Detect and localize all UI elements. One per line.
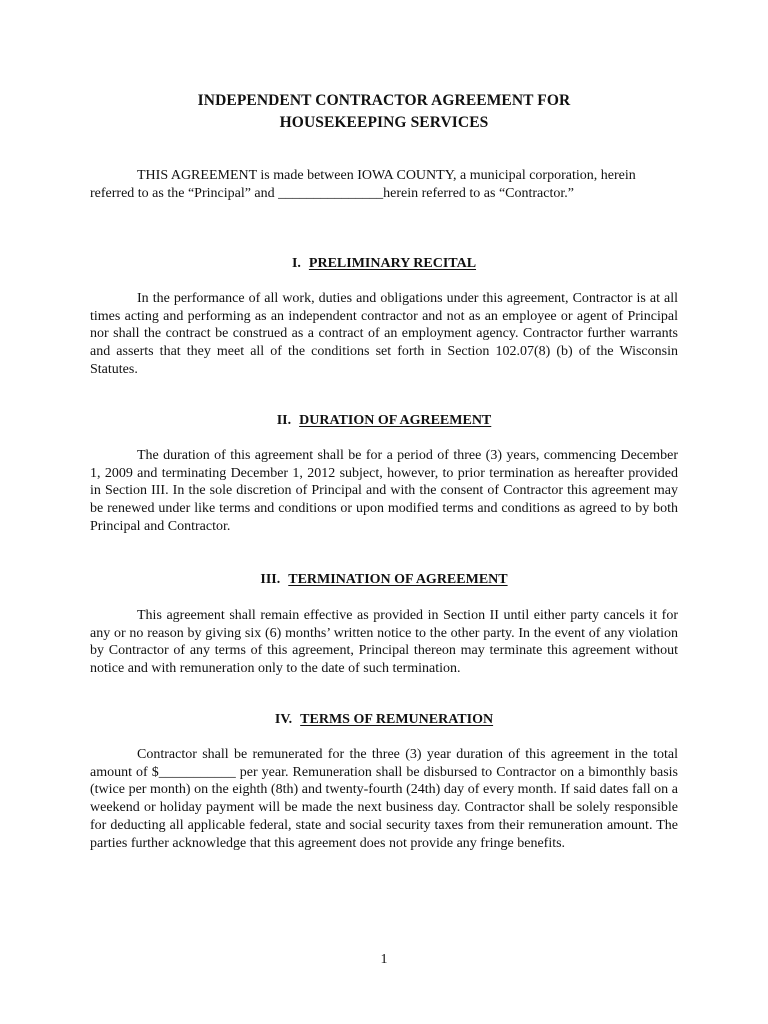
section-title: PRELIMINARY RECITAL xyxy=(308,256,477,271)
section-body-3: This agreement shall remain effective as provided in Section II until either party cancels it for any or no reason by giving six (6) months’ written notice to the other party. In the event of any violation by Contractor of any terms of this agreement, Principal thereon may terminate this agreement without notice and with remuneration only to the date of such termination. xyxy=(90,608,678,677)
section-number: I. xyxy=(291,256,301,271)
section-title: DURATION OF AGREEMENT xyxy=(299,413,492,428)
section-body-1: In the performance of all work, duties and obligations under this agreement, Contractor is at all times acting and performing as an independent contractor and not as an employee or agent of Principal nor shall the contract be construed as a contract of an employment agency. Contractor further warrants and asserts that they meet all of the conditions set forth in Section 102.07(8) (b) of the Wisconsin Statutes. xyxy=(90,291,678,377)
section-body-4: Contractor shall be remunerated for the three (3) year duration of this agreement in the total amount of $___________ per year. Remuneration shall be disbursed to Contractor on a bimonthly basis (twice per month) on the eighth (8th) and twenty-fourth (24th) day of every month. If said dates fall on a weekend or holiday payment will be made the next business day. Contractor shall be solely responsible for deducting all applicable federal, state and social security taxes from their remuneration amount. The parties further acknowledge that this agreement does not provide any fringe benefits. xyxy=(90,747,678,851)
section-heading-1 xyxy=(90,256,678,272)
section-title: TERMS OF REMUNERATION xyxy=(300,712,494,727)
section-number: IV. xyxy=(274,712,293,727)
section-heading-4 xyxy=(90,712,678,728)
intro-paragraph: THIS AGREEMENT is made between IOWA COUNTY, a municipal corporation, herein referred to as the “Principal” and _______________herein referred to as “Contractor.” xyxy=(90,168,636,201)
document-title-line-1: INDEPENDENT CONTRACTOR AGREEMENT FOR xyxy=(197,92,571,109)
section-number: II. xyxy=(276,413,292,428)
section-title: TERMINATION OF AGREEMENT xyxy=(288,572,508,587)
section-number: III. xyxy=(260,572,281,587)
page-number: 1 xyxy=(380,952,388,967)
section-heading-3 xyxy=(90,572,678,588)
section-heading-2 xyxy=(90,413,678,429)
section-body-2: The duration of this agreement shall be for a period of three (3) years, commencing December 1, 2009 and terminating December 1, 2012 subject, however, to prior termination as hereafter provided in Section III. In the sole discretion of Principal and with the consent of Contractor this agreement may be renewed under like terms and conditions or upon modified terms and conditions as agreed to by both Principal and Contractor. xyxy=(90,448,678,534)
document-title-line-2: HOUSEKEEPING SERVICES xyxy=(279,114,489,131)
